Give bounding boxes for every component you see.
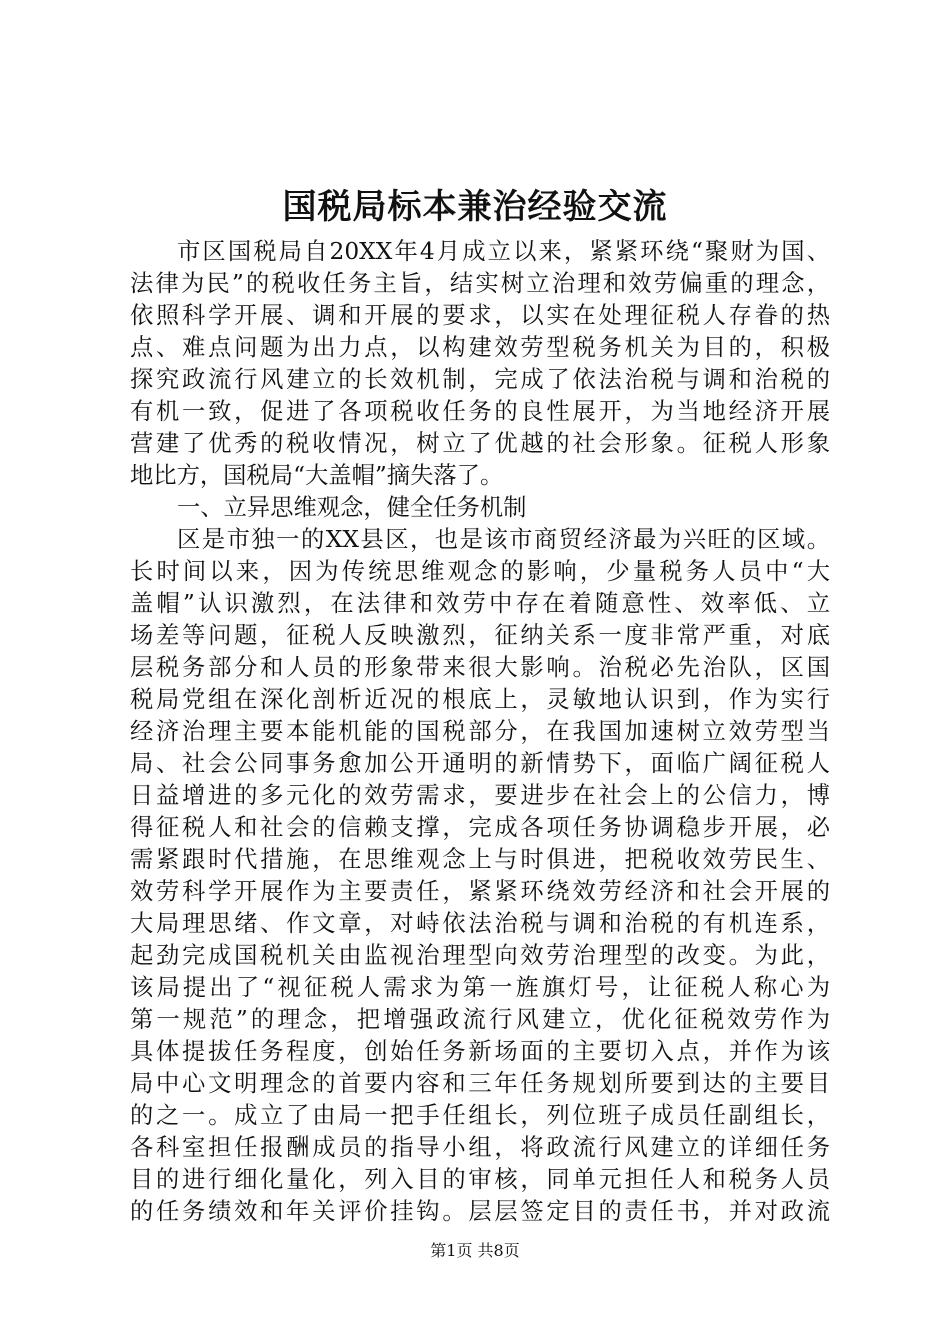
paragraph-line: 该局提出了“视征税人需求为第一旌旗灯号，让征税人称心为 bbox=[130, 974, 830, 1001]
paragraph-line: 大局理思绪、作文章，对峙依法治税与调和治税的有机连系， bbox=[130, 910, 830, 937]
paragraph-line: 需紧跟时代措施，在思维观念上与时俱进，把税收效劳民生、 bbox=[130, 846, 830, 873]
paragraph-line: 经济治理主要本能机能的国税部分，在我国加速树立效劳型当 bbox=[130, 718, 830, 745]
paragraph-line: 市区国税局自20XX年4月成立以来，紧紧环绕“聚财为国、 bbox=[177, 238, 830, 265]
paragraph-line: 目的进行细化量化，列入目的审核，同单元担任人和税务人员 bbox=[130, 1166, 830, 1193]
paragraph-line: 场差等问题，征税人反映激烈，征纳关系一度非常严重，对底 bbox=[130, 622, 830, 649]
paragraph-line: 有机一致，促进了各项税收任务的良性展开，为当地经济开展 bbox=[130, 398, 830, 425]
paragraph-line: 局中心文明理念的首要内容和三年任务规划所要到达的主要目 bbox=[130, 1070, 830, 1097]
paragraph-line: 起劲完成国税机关由监视治理型向效劳治理型的改变。为此， bbox=[130, 942, 830, 969]
paragraph-line: 税局党组在深化剖析近况的根底上，灵敏地认识到，作为实行 bbox=[130, 686, 830, 713]
section-heading: 一、立异思维观念，健全任务机制 bbox=[177, 494, 527, 521]
document-title: 国税局标本兼治经验交流 bbox=[282, 187, 668, 227]
paragraph-line: 日益增进的多元化的效劳需求，要进步在社会上的公信力，博 bbox=[130, 782, 830, 809]
paragraph-line: 营建了优秀的税收情况，树立了优越的社会形象。征税人形象 bbox=[130, 430, 830, 457]
paragraph-line: 具体提拔任务程度，创始任务新场面的主要切入点，并作为该 bbox=[130, 1038, 830, 1065]
paragraph-line: 的之一。成立了由局一把手任组长，列位班子成员任副组长， bbox=[130, 1102, 830, 1129]
paragraph-line: 的任务绩效和年关评价挂钩。层层签定目的责任书，并对政流 bbox=[130, 1198, 830, 1225]
paragraph-line: 依照科学开展、调和开展的要求，以实在处理征税人存眷的热 bbox=[130, 302, 830, 329]
paragraph-line: 得征税人和社会的信赖支撑，完成各项任务协调稳步开展，必 bbox=[130, 814, 830, 841]
paragraph-line: 第一规范”的理念，把增强政流行风建立，优化征税效劳作为 bbox=[130, 1006, 830, 1033]
paragraph-line: 探究政流行风建立的长效机制，完成了依法治税与调和治税的 bbox=[130, 366, 830, 393]
paragraph-line: 长时间以来，因为传统思维观念的影响，少量税务人员中“大 bbox=[130, 558, 830, 585]
paragraph-line: 法律为民”的税收任务主旨，结实树立治理和效劳偏重的理念， bbox=[130, 270, 830, 297]
paragraph-line: 区是市独一的XX县区，也是该市商贸经济最为兴旺的区域。 bbox=[177, 526, 830, 553]
paragraph-line: 点、难点问题为出力点，以构建效劳型税务机关为目的，积极 bbox=[130, 334, 830, 361]
paragraph-line: 地比方，国税局“大盖帽”摘失落了。 bbox=[130, 462, 504, 489]
paragraph-line: 盖帽”认识激烈，在法律和效劳中存在着随意性、效率低、立 bbox=[130, 590, 830, 617]
page-number-footer: 第1页 共8页 bbox=[430, 1241, 520, 1260]
paragraph-line: 层税务部分和人员的形象带来很大影响。治税必先治队，区国 bbox=[130, 654, 830, 681]
paragraph-line: 局、社会公同事务愈加公开通明的新情势下，面临广阔征税人 bbox=[130, 750, 830, 777]
paragraph-line: 效劳科学开展作为主要责任，紧紧环绕效劳经济和社会开展的 bbox=[130, 878, 830, 905]
paragraph-line: 各科室担任报酬成员的指导小组，将政流行风建立的详细任务 bbox=[130, 1134, 830, 1161]
